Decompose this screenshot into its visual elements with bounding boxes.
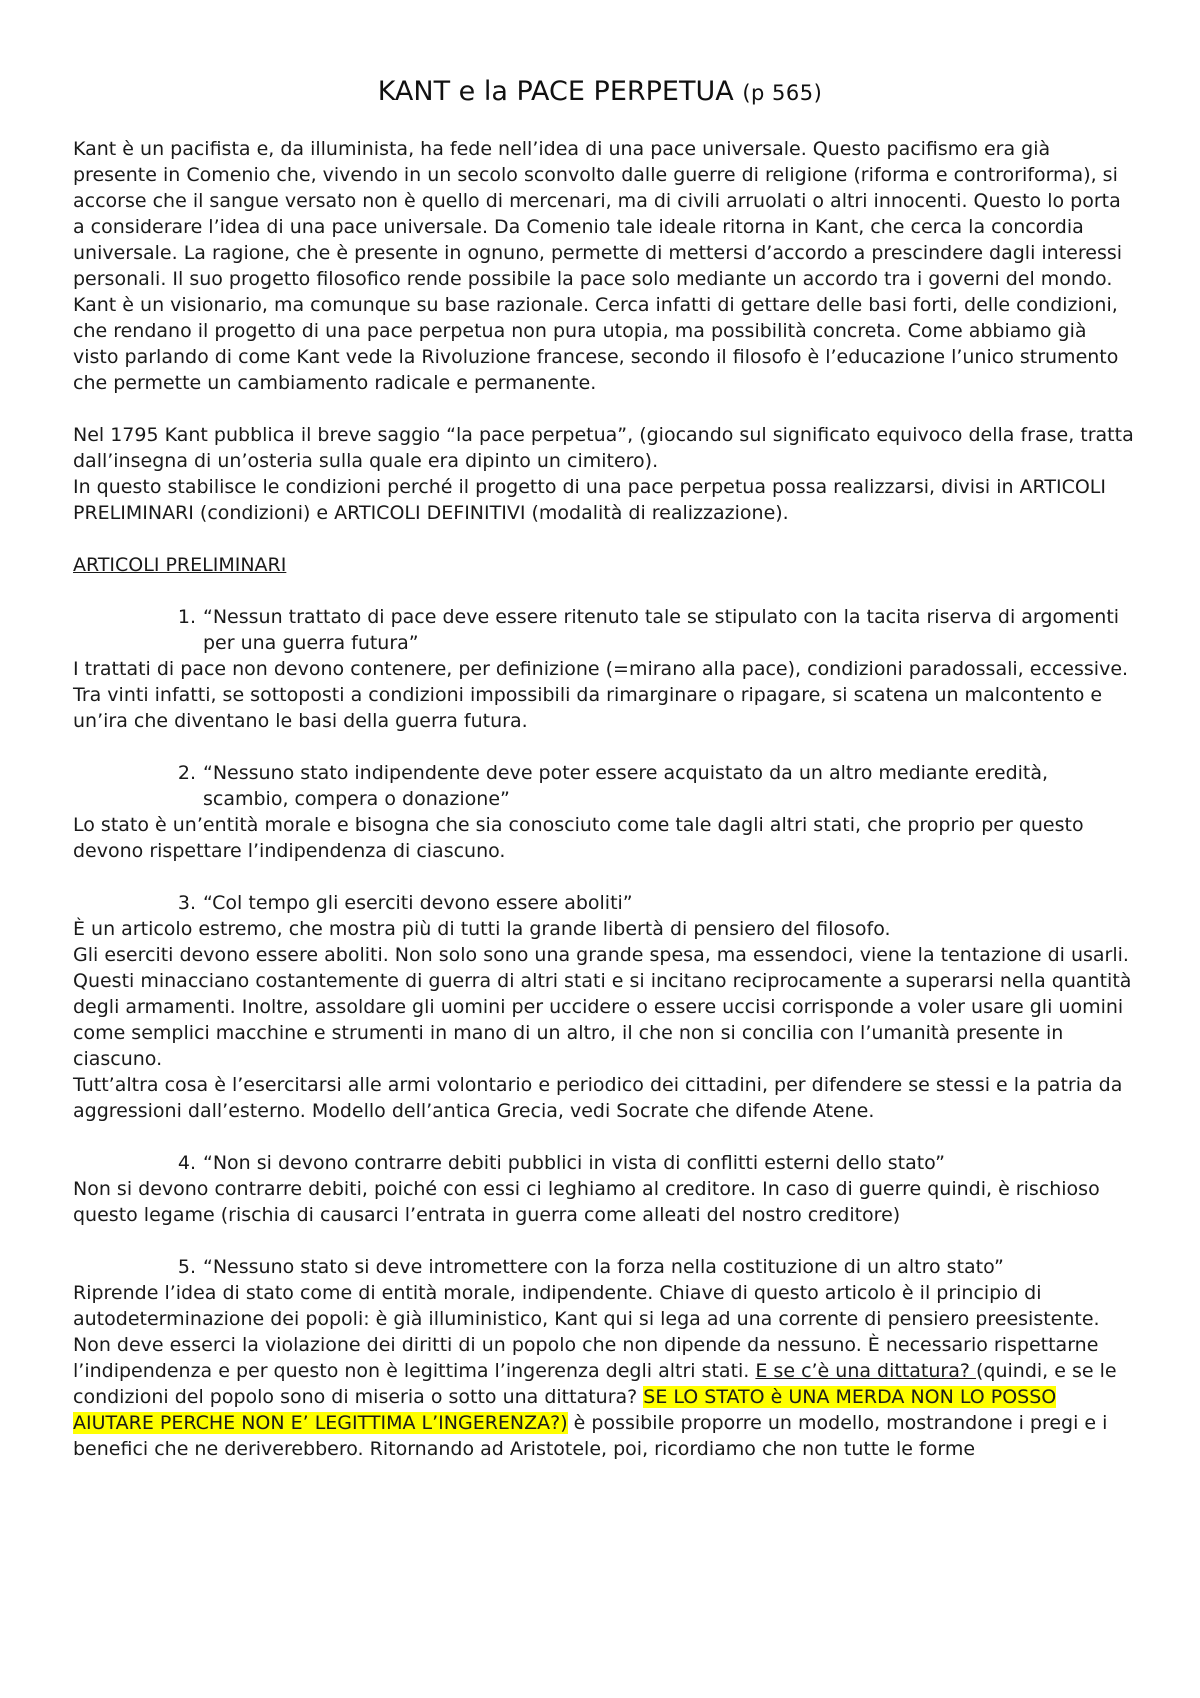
section-heading: ARTICOLI PRELIMINARI [73,554,287,576]
article-number: 3. [177,892,196,914]
intro-paragraph-2: Kant è un visionario, ma comunque su base razionale. Cerca infatti di gettare delle basi forti, delle condizioni, che rendano il progetto di una pace perpetua non pura utopia, ma possibilità concreta. Come abbiamo già visto parlando di come Kant vede la Rivoluzione francese, secondo il filosofo è l’educazione l’unico strumento che permette un cambiamento radicale e permanente. [73,294,1119,394]
essay-paragraph-2: In questo stabilisce le condizioni perché il progetto di una pace perpetua possa realizzarsi, divisi in ARTICOLI PRELIMINARI (condizioni) e ARTICOLI DEFINITIVI (modalità di realizzazione). [73,476,1106,524]
underlined-question: E se c’è una dittatura? [755,1360,976,1382]
article-item [73,760,1135,864]
article-quote [73,890,1135,916]
article-text-part: (quindi, e se le condizioni del popolo sono di miseria o sotto una dittatura? [73,1360,1117,1408]
article-text: Lo stato è un’entità morale e bisogna che sia conosciuto come tale dagli altri stati, che proprio per questo devono rispettare l’indipendenza di ciascuno. [73,814,1084,862]
article-quote-text: “Nessuno stato indipendente deve poter essere acquistato da un altro mediante eredità, scambio, compera o donazione” [203,762,1049,810]
document-body [73,136,1135,1462]
article-number: 5. [177,1256,196,1278]
article-text-part: Riprende l’idea di stato come di entità morale, indipendente. Chiave di questo articolo è il principio di autodeterminazione dei popoli: è già illuministico, Kant qui si lega ad una corrente di pensiero preesistente. Non deve esserci la violazione dei diritti di un popolo che non dipende da nessuno. È necessario rispettarne l’indipendenza e per questo non è legittima l’ingerenza degli altri stati. [73,1282,1100,1382]
article-item [73,604,1135,734]
article-item [73,1254,1135,1462]
article-text [73,1280,1135,1462]
highlighted-note: SE LO STATO è UNA MERDA NON LO POSSO AIUTARE PERCHE NON E’ LEGITTIMA L’INGERENZA?) [73,1386,1057,1434]
title-text: KANT e la PACE PERPETUA [377,76,734,107]
article-text: È un articolo estremo, che mostra più di tutti la grande libertà di pensiero del filosofo. [73,918,891,940]
article-number: 1. [177,606,196,628]
page-reference: (p 565) [742,81,823,105]
article-text: Gli eserciti devono essere aboliti. Non solo sono una grande spesa, ma essendoci, viene la tentazione di usarli. Questi minacciano costantemente di guerra di altri stati e si incitano reciprocamente a superarsi nella quantità degli armamenti. Inoltre, assoldare gli uomini per uccidere o essere uccisi corrisponde a voler usare gli uomini come semplici macchine e strumenti in mano di un altro, il che non si concilia con l’umanità presente in ciascuno. [73,944,1132,1070]
article-number: 2. [177,762,196,784]
article-quote [73,604,1135,656]
article-quote-text: “Nessuno stato si deve intromettere con la forza nella costituzione di un altro stato” [203,1256,1004,1278]
article-text: I trattati di pace non devono contenere, per definizione (=mirano alla pace), condizioni paradossali, eccessive. Tra vinti infatti, se sottoposti a condizioni impossibili da rimarginare o ripagare, si scatena un malcontento e un’ira che diventano le basi della guerra futura. [73,658,1129,732]
article-item [73,1150,1135,1228]
article-quote-text: “Nessun trattato di pace deve essere ritenuto tale se stipulato con la tacita riserva di argomenti per una guerra futura” [203,606,1120,654]
article-text: Tutt’altra cosa è l’esercitarsi alle armi volontario e periodico dei cittadini, per difendere se stessi e la patria da aggressioni dall’esterno. Modello dell’antica Grecia, vedi Socrate che difende Atene. [73,1074,1123,1122]
article-number: 4. [177,1152,196,1174]
article-quote [73,760,1135,812]
article-text-part: è possibile proporre un modello, mostrandone i pregi e i benefici che ne deriverebbero. Ritornando ad Aristotele, poi, ricordiamo che non tutte le forme [73,1412,1108,1460]
essay-paragraph-1: Nel 1795 Kant pubblica il breve saggio “la pace perpetua”, (giocando sul significato equivoco della frase, tratta dall’insegna di un’osteria sulla quale era dipinto un cimitero). [73,424,1134,472]
article-quote-text: “Non si devono contrarre debiti pubblici in vista di conflitti esterni dello stato” [203,1152,945,1174]
article-quote [73,1150,1135,1176]
article-item [73,890,1135,1124]
intro-paragraph-1: Kant è un pacifista e, da illuminista, ha fede nell’idea di una pace universale. Questo pacifismo era già presente in Comenio che, vivendo in un secolo sconvolto dalle guerre di religione (riforma e controriforma), si accorse che il sangue versato non è quello di mercenari, ma di civili arruolati o altri innocenti. Questo lo porta a considerare l’idea di una pace universale. Da Comenio tale ideale ritorna in Kant, che cerca la concordia universale. La ragione, che è presente in ognuno, permette di mettersi d’accordo a prescindere dagli interessi personali. Il suo progetto filosofico rende possibile la pace solo mediante un accordo tra i governi del mondo. [73,138,1123,290]
article-quote [73,1254,1135,1280]
article-quote-text: “Col tempo gli eserciti devono essere aboliti” [203,892,633,914]
article-text: Non si devono contrarre debiti, poiché con essi ci leghiamo al creditore. In caso di guerre quindi, è rischioso questo legame (rischia di causarci l’entrata in guerra come alleati del nostro creditore) [73,1178,1100,1226]
page-title [0,74,1200,111]
